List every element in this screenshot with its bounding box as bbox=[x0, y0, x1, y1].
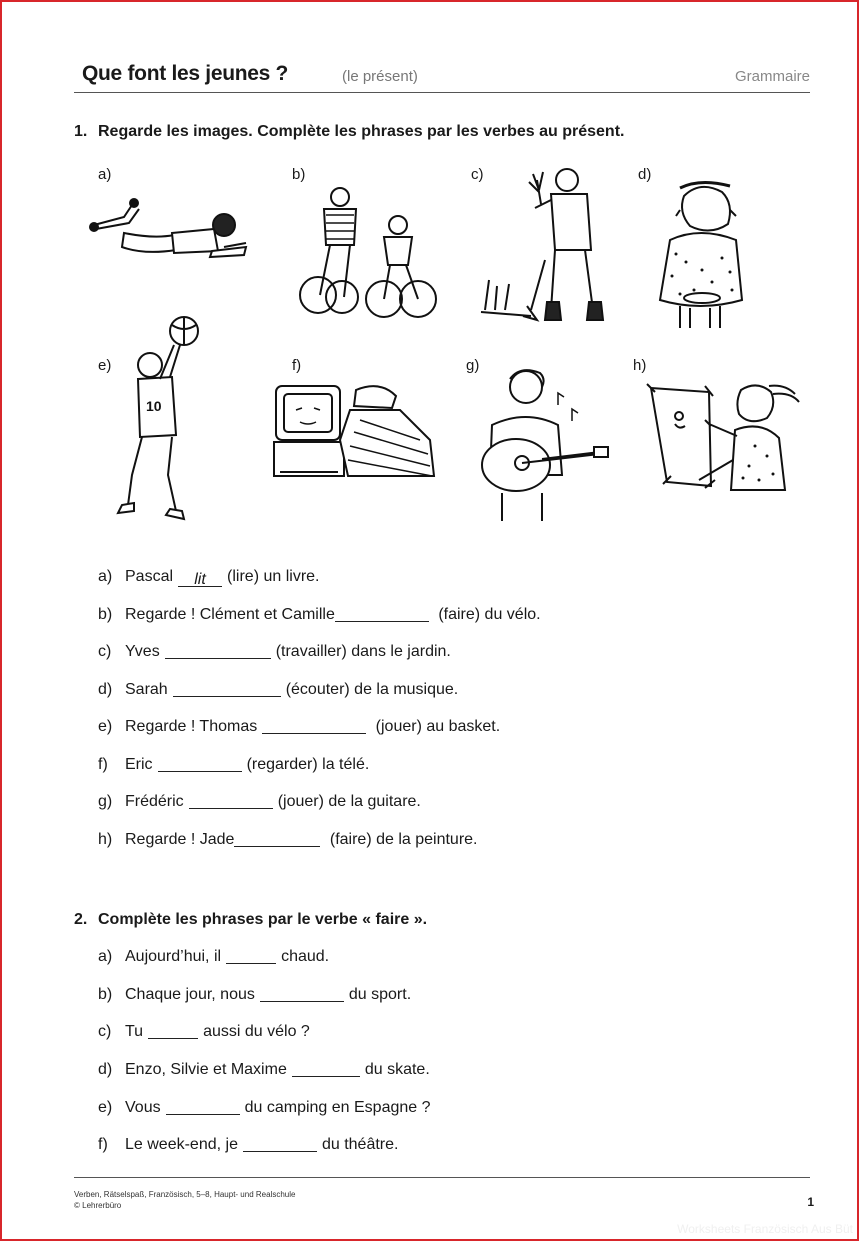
ex2-answer-blank-b[interactable] bbox=[260, 986, 344, 1002]
ex2-answer-blank-f[interactable] bbox=[243, 1136, 317, 1152]
ex1-letter-e: e) bbox=[98, 718, 113, 735]
ex1-answer-blank-a[interactable]: lit bbox=[178, 571, 222, 587]
ex1-letter-d: d) bbox=[98, 681, 113, 698]
footer-line-2: © Lehrerbüro bbox=[74, 1201, 122, 1210]
ex2-text-after-d: du skate. bbox=[364, 1061, 430, 1078]
ex2-sentence-a bbox=[98, 948, 329, 966]
ex1-text-before-a: Pascal bbox=[125, 568, 174, 585]
ex1-text-before-c: Yves bbox=[125, 643, 160, 660]
picture-label-c: c) bbox=[471, 166, 484, 183]
ex2-text-before-e: Vous bbox=[125, 1099, 161, 1116]
exercise-2-number: 2. bbox=[74, 911, 88, 928]
exercise-1-number: 1. bbox=[74, 123, 88, 140]
ex2-answer-blank-e[interactable] bbox=[166, 1099, 240, 1115]
illustration-boy-reading bbox=[84, 195, 264, 275]
ex1-sentence-d bbox=[98, 681, 458, 699]
exercise-2-heading bbox=[74, 911, 427, 929]
ex1-letter-a: a) bbox=[98, 568, 113, 585]
ex1-text-after-d: (écouter) de la musique. bbox=[285, 681, 459, 698]
ex1-text-before-d: Sarah bbox=[125, 681, 168, 698]
ex1-text-after-g: (jouer) de la guitare. bbox=[277, 793, 421, 810]
ex2-text-after-c: aussi du vélo ? bbox=[203, 1023, 310, 1040]
ex1-answer-blank-b[interactable] bbox=[335, 606, 429, 622]
ex1-text-after-c: (travailler) dans le jardin. bbox=[275, 643, 451, 660]
picture-label-b: b) bbox=[292, 166, 306, 183]
ex2-text-before-a: Aujourd’hui, il bbox=[125, 948, 222, 965]
ex2-letter-f: f) bbox=[98, 1136, 108, 1153]
exercise-1-heading bbox=[74, 123, 624, 141]
picture-label-f: f) bbox=[292, 357, 302, 374]
ex1-letter-b: b) bbox=[98, 606, 113, 623]
picture-label-g: g) bbox=[466, 357, 480, 374]
ex2-letter-d: d) bbox=[98, 1061, 113, 1078]
ex1-sentence-e bbox=[98, 718, 500, 736]
footer-credits bbox=[74, 1189, 295, 1211]
ex2-text-before-c: Tu bbox=[125, 1023, 144, 1040]
ex1-text-before-h: Regarde ! Jade bbox=[125, 831, 235, 848]
illustration-listening-music bbox=[650, 180, 750, 330]
ex1-letter-f: f) bbox=[98, 756, 108, 773]
ex1-text-before-b: Regarde ! Clément et Camille bbox=[125, 606, 335, 623]
ex2-text-before-d: Enzo, Silvie et Maxime bbox=[125, 1061, 287, 1078]
illustration-cycling bbox=[280, 185, 440, 325]
svg-text:10: 10 bbox=[146, 398, 162, 414]
illustration-gardening bbox=[475, 160, 615, 330]
ex2-answer-blank-c[interactable] bbox=[148, 1023, 198, 1039]
page-subtitle: (le présent) bbox=[342, 68, 418, 85]
ex1-answer-blank-c[interactable] bbox=[165, 643, 271, 659]
ex1-text-after-e: (jouer) au basket. bbox=[375, 718, 501, 735]
ex1-sentence-g bbox=[98, 793, 421, 811]
ex2-text-after-e: du camping en Espagne ? bbox=[244, 1099, 431, 1116]
ex2-text-before-b: Chaque jour, nous bbox=[125, 986, 255, 1003]
ex1-sentence-f bbox=[98, 756, 369, 774]
ex1-sentence-h bbox=[98, 831, 478, 849]
illustration-watching-tv bbox=[270, 380, 440, 490]
ex2-sentence-f bbox=[98, 1136, 398, 1154]
ex1-text-before-f: Eric bbox=[125, 756, 153, 773]
ex2-answer-blank-d[interactable] bbox=[292, 1061, 360, 1077]
page-header bbox=[74, 60, 810, 93]
ex2-text-after-a: chaud. bbox=[281, 948, 330, 965]
ex1-answer-blank-f[interactable] bbox=[158, 756, 242, 772]
ex1-sentence-c bbox=[98, 643, 451, 661]
ex1-sentence-b bbox=[98, 606, 541, 624]
ex2-text-before-f: Le week-end, je bbox=[125, 1136, 238, 1153]
ex1-answer-blank-e[interactable] bbox=[262, 718, 366, 734]
exercise-1-instruction: Regarde les images. Complète les phrases par les verbes au présent. bbox=[98, 123, 625, 140]
section-label: Grammaire bbox=[734, 68, 810, 85]
footer-line-1: Verben, Rätselspaß, Französisch, 5–8, Haupt- und Realschule bbox=[74, 1190, 296, 1199]
ex1-text-after-b: (faire) du vélo. bbox=[438, 606, 541, 623]
ex2-sentence-e bbox=[98, 1099, 431, 1117]
page-number: 1 bbox=[807, 1195, 814, 1209]
ex1-text-before-g: Frédéric bbox=[125, 793, 184, 810]
picture-label-d: d) bbox=[638, 166, 652, 183]
ex2-text-after-b: du sport. bbox=[348, 986, 412, 1003]
illustration-basketball bbox=[110, 315, 210, 525]
picture-label-h: h) bbox=[633, 357, 647, 374]
ex2-sentence-b bbox=[98, 986, 411, 1004]
ex1-text-before-e: Regarde ! Thomas bbox=[125, 718, 258, 735]
ex1-answer-blank-d[interactable] bbox=[173, 681, 281, 697]
ex1-text-after-f: (regarder) la télé. bbox=[246, 756, 370, 773]
ex1-text-after-h: (faire) de la peinture. bbox=[329, 831, 478, 848]
ex2-letter-b: b) bbox=[98, 986, 113, 1003]
ex1-letter-c: c) bbox=[98, 643, 112, 660]
ex2-sentence-d bbox=[98, 1061, 430, 1079]
ex2-letter-c: c) bbox=[98, 1023, 112, 1040]
ex2-letter-e: e) bbox=[98, 1099, 113, 1116]
picture-label-e: e) bbox=[98, 357, 112, 374]
ex2-answer-blank-a[interactable] bbox=[226, 948, 276, 964]
illustration-guitar bbox=[462, 365, 612, 525]
illustration-painting bbox=[645, 380, 805, 510]
ex2-sentence-c bbox=[98, 1023, 310, 1041]
watermark: Worksheets Französisch Aus Büt bbox=[677, 1222, 853, 1236]
ex1-answer-blank-g[interactable] bbox=[189, 793, 273, 809]
footer-rule bbox=[74, 1177, 810, 1178]
ex2-text-after-f: du théâtre. bbox=[321, 1136, 399, 1153]
picture-label-a: a) bbox=[98, 166, 112, 183]
ex1-letter-h: h) bbox=[98, 831, 113, 848]
ex1-text-after-a: (lire) un livre. bbox=[227, 568, 320, 585]
page-title: Que font les jeunes ? bbox=[82, 62, 289, 85]
ex1-letter-g: g) bbox=[98, 793, 113, 810]
ex1-answer-blank-h[interactable] bbox=[234, 831, 320, 847]
ex1-sentence-a bbox=[98, 568, 320, 587]
exercise-2-instruction: Complète les phrases par le verbe « faire ». bbox=[98, 911, 428, 928]
ex2-letter-a: a) bbox=[98, 948, 113, 965]
